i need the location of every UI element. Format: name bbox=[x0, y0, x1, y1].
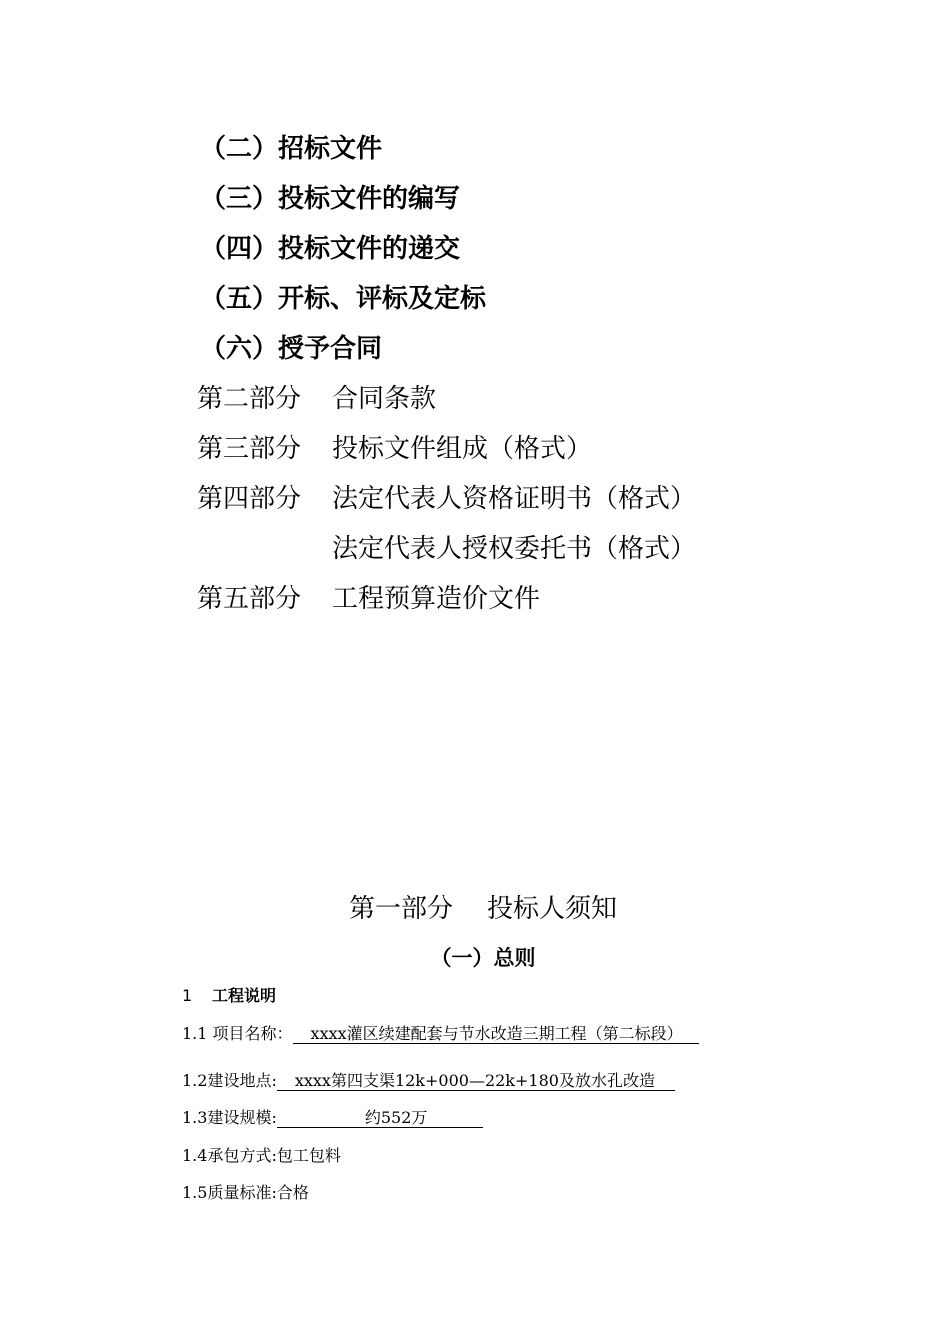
general-provisions-heading: （一）总则 bbox=[430, 946, 536, 970]
part-label: 第二部分 bbox=[197, 384, 302, 414]
part-title: 合同条款 bbox=[332, 384, 437, 414]
project-name-row bbox=[182, 1024, 699, 1044]
toc-part-4-sub bbox=[332, 534, 696, 564]
construction-site-label: 1.2建设地点: bbox=[182, 1071, 277, 1090]
part-title: 法定代表人资格证明书（格式） bbox=[332, 484, 697, 514]
toc-section-contract-award: （六）授予合同 bbox=[200, 334, 383, 364]
project-name-label: 1.1 项目名称： bbox=[182, 1024, 293, 1043]
section-one-label: 第一部分 bbox=[348, 894, 453, 924]
quality-standard-value: 合格 bbox=[276, 1183, 309, 1202]
part-title: 法定代表人授权委托书（格式） bbox=[332, 534, 697, 564]
construction-site-row bbox=[182, 1071, 675, 1091]
toc-part-2 bbox=[197, 384, 436, 414]
quality-standard-label: 1.5质量标准: bbox=[182, 1183, 277, 1202]
part-label: 第五部分 bbox=[197, 584, 302, 614]
contract-method-row bbox=[182, 1146, 341, 1166]
toc-section-bid-preparation: （三）投标文件的编写 bbox=[200, 184, 461, 214]
construction-scale-label: 1.3建设规模: bbox=[182, 1108, 277, 1127]
part-title: 投标文件组成（格式） bbox=[332, 434, 593, 464]
part-title: 工程预算造价文件 bbox=[332, 584, 541, 614]
contract-method-value: 包工包料 bbox=[276, 1146, 341, 1165]
section-one-title: 投标人须知 bbox=[487, 894, 618, 924]
quality-standard-row bbox=[182, 1183, 309, 1203]
heading-text: 工程说明 bbox=[212, 986, 277, 1005]
construction-scale-row bbox=[182, 1108, 483, 1128]
toc-part-4 bbox=[197, 484, 696, 514]
contract-method-label: 1.4承包方式: bbox=[182, 1146, 277, 1165]
toc-section-bidding-documents: （二）招标文件 bbox=[200, 134, 383, 164]
project-description-heading bbox=[182, 986, 276, 1006]
heading-number: 1 bbox=[182, 986, 193, 1005]
construction-scale-value: 约552万 bbox=[277, 1108, 484, 1128]
toc-part-3 bbox=[197, 434, 592, 464]
project-name-value: xxxx灌区续建配套与节水改造三期工程（第二标段） bbox=[293, 1024, 699, 1044]
toc-part-5 bbox=[197, 584, 540, 614]
section-one-heading bbox=[0, 894, 950, 924]
construction-site-value: xxxx第四支渠12k+000—22k+180及放水孔改造 bbox=[277, 1071, 675, 1091]
part-label: 第三部分 bbox=[197, 434, 302, 464]
toc-section-bid-opening: （五）开标、评标及定标 bbox=[200, 284, 487, 314]
toc-section-bid-submission: （四）投标文件的递交 bbox=[200, 234, 461, 264]
part-label: 第四部分 bbox=[197, 484, 302, 514]
